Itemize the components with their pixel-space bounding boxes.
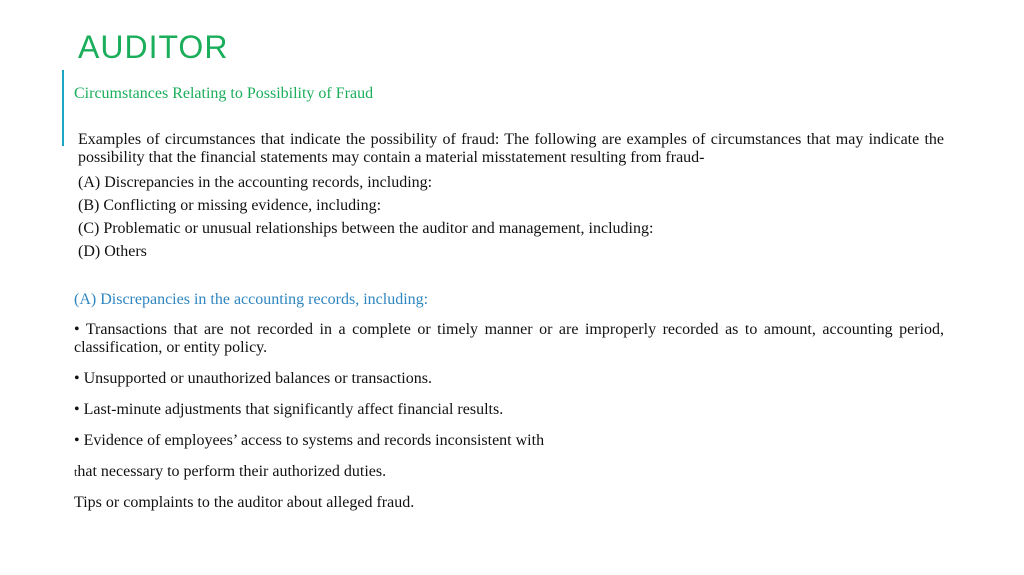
- list-item-a: (A) Discrepancies in the accounting records, including:: [78, 174, 433, 191]
- bullet-item: • Transactions that are not recorded in a complete or timely manner or are improperly recorded as to amount, accounting period, classification, or entity policy.: [74, 321, 944, 356]
- continuation-line: [74, 463, 944, 481]
- bullet-item: • Evidence of employees’ access to systems and records inconsistent with: [74, 432, 545, 449]
- accent-bar: [62, 70, 64, 146]
- bullet-item: • Last-minute adjustments that significantly affect financial results.: [74, 401, 504, 418]
- continuation-first-letter: t: [74, 465, 78, 479]
- bullet-item: • Unsupported or unauthorized balances or transactions.: [74, 370, 432, 387]
- section-heading: (A) Discrepancies in the accounting records, including:: [74, 291, 429, 308]
- list-item-b: (B) Conflicting or missing evidence, including:: [78, 197, 382, 214]
- slide-subtitle: Circumstances Relating to Possibility of Fraud: [74, 85, 374, 102]
- list-item-d: (D) Others: [78, 243, 147, 260]
- intro-paragraph: Examples of circumstances that indicate the possibility of fraud: The following are examples of circumstances that may indicate the possibility that the financial statements may contain a material misstatement resulting from fraud-: [78, 131, 944, 166]
- slide-title: AUDITOR: [78, 29, 229, 65]
- list-item-c: (C) Problematic or unusual relationships between the auditor and management, including:: [78, 220, 654, 237]
- intro-block: [78, 131, 944, 263]
- bullet-block: [74, 321, 944, 525]
- closing-line: Tips or complaints to the auditor about alleged fraud.: [74, 494, 415, 511]
- continuation-text: hat necessary to perform their authorized duties.: [77, 463, 387, 480]
